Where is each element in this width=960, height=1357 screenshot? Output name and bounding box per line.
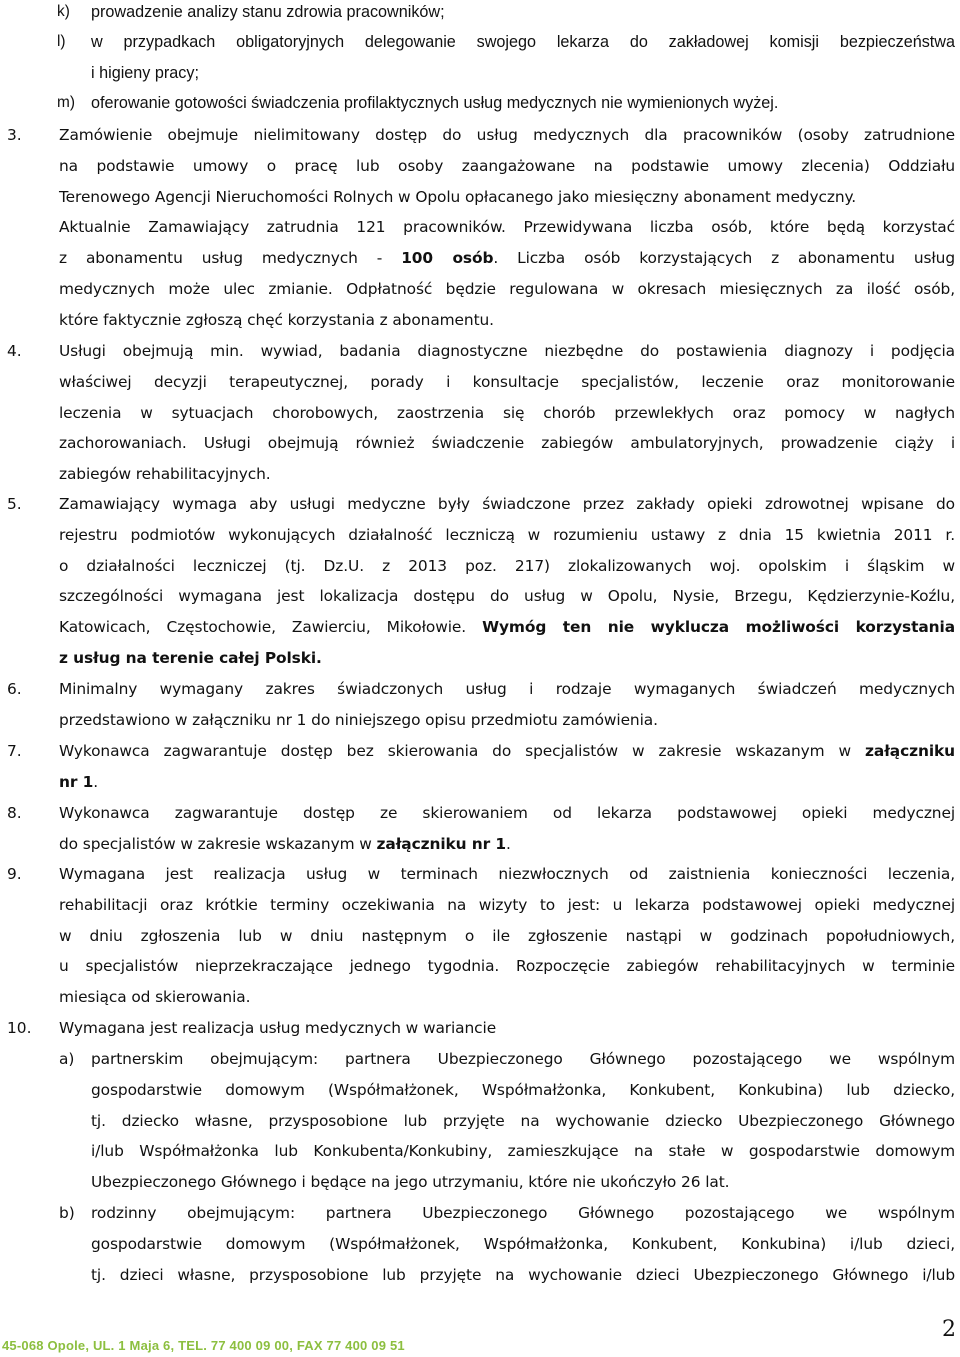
list-marker: 3. <box>7 126 22 144</box>
paragraph-line: medycznych może ulec zmianie. Odpłatność będzie regulowana w okresach miesięcznych za ilość osób, <box>59 280 955 298</box>
paragraph-line: miesiąca od skierowania. <box>59 988 251 1007</box>
list-marker: 8. <box>7 804 22 822</box>
list-marker: 10. <box>7 1019 32 1037</box>
paragraph-line: w dniu zgłoszenia lub w dniu następnym o ile zgłoszenie nastąpi w godzinach popołudniowych, <box>59 926 955 945</box>
list-marker: b) <box>59 1204 75 1222</box>
paragraph-line: przedstawiono w załączniku nr 1 do niniejszego opisu przedmiotu zamówienia. <box>59 710 658 729</box>
footer-address: 45-068 Opole, UL. 1 Maja 6, TEL. 77 400 09 00, FAX 77 400 09 51 <box>2 1338 405 1353</box>
paragraph-line: do specjalistów w zakresie wskazanym w załączniku nr 1. <box>59 834 511 853</box>
paragraph-line: w przypadkach obligatoryjnych delegowanie swojego lekarza do zakładowej komisji bezpieczeństwa <box>91 33 955 51</box>
paragraph-line: Zamówienie obejmuje nielimitowany dostęp do usług medycznych dla pracowników (osoby zatrudnione <box>59 126 955 144</box>
list-marker: 4. <box>7 342 22 360</box>
paragraph-line: Wymagana jest realizacja usług medycznych w wariancie <box>59 1019 497 1037</box>
paragraph-line: leczenia w sytuacjach chorobowych, zaostrzenia się chorób przewlekłych oraz pomocy w nagłych <box>59 403 955 422</box>
paragraph-line: Aktualnie Zamawiający zatrudnia 121 pracowników. Przewidywana liczba osób, które będą korzystać <box>59 218 955 237</box>
paragraph-line: Wykonawca zagwarantuje dostęp ze skierowaniem od lekarza podstawowej opieki medycznej <box>59 804 955 822</box>
list-marker: 7. <box>7 742 22 760</box>
paragraph-line: rejestru podmiotów wykonujących działalność leczniczą w rozumieniu ustawy z dnia 15 kwietnia 2011 r. <box>59 525 955 544</box>
paragraph-line: i higieny pracy; <box>91 63 199 82</box>
page-number: 2 <box>942 1317 956 1342</box>
paragraph-line: Wymagana jest realizacja usług w terminach niezwłocznych od zaistnienia konieczności leczenia, <box>59 865 955 883</box>
list-marker: a) <box>59 1050 75 1068</box>
paragraph-line: tj. dziecko własne, przysposobione lub przyjęte na wychowanie dziecko Ubezpieczonego Głównego <box>91 1111 955 1130</box>
list-marker: k) <box>57 3 70 20</box>
paragraph-line: Usługi obejmują min. wywiad, badania diagnostyczne niezbędne do postawienia diagnozy i podjęcia <box>59 342 955 360</box>
paragraph-line: rehabilitacji oraz krótkie terminy oczekiwania na wizyty to jest: u lekarza podstawowej opieki medycznej <box>59 895 955 914</box>
paragraph-line: z abonamentu usług medycznych - 100 osób. Liczba osób korzystających z abonamentu usług <box>59 249 955 268</box>
paragraph-line: zachorowaniach. Usługi obejmują również świadczenie zabiegów ambulatoryjnych, prowadzenie ciąży i <box>59 434 955 453</box>
paragraph-line: tj. dzieci własne, przysposobione lub przyjęte na wychowanie dzieci Ubezpieczonego Głównego i/lub <box>91 1265 955 1284</box>
paragraph-line: na podstawie umowy o pracę lub osoby zaangażowane na podstawie umowy zlecenia) Oddziału <box>59 156 955 175</box>
paragraph-line: z usług na terenie całej Polski. <box>59 649 322 667</box>
list-marker: 6. <box>7 680 22 698</box>
paragraph-line: u specjalistów nieprzekraczające jednego tygodnia. Rozpoczęcie zabiegów rehabilitacyjnych w terminie <box>59 957 955 976</box>
list-marker: l) <box>57 33 66 50</box>
list-marker: m) <box>57 94 75 111</box>
paragraph-line: gospodarstwie domowym (Współmałżonek, Współmałżonka, Konkubent, Konkubina) i/lub dzieci, <box>91 1234 955 1253</box>
paragraph-line: Zamawiający wymaga aby usługi medyczne były świadczone przez zakłady opieki zdrowotnej wpisane do <box>59 495 955 513</box>
paragraph-line: partnerskim obejmującym: partnera Ubezpieczonego Głównego pozostającego we wspólnym <box>91 1050 955 1068</box>
paragraph-line: Terenowego Agencji Nieruchomości Rolnych w Opolu opłacanego jako miesięczny abonament medyczny. <box>59 187 857 206</box>
list-marker: 9. <box>7 865 22 883</box>
paragraph-line: rodzinny obejmującym: partnera Ubezpieczonego Głównego pozostającego we wspólnym <box>91 1204 955 1222</box>
paragraph-line: prowadzenie analizy stanu zdrowia pracowników; <box>91 3 445 21</box>
paragraph-line: Ubezpieczonego Głównego i będące na jego utrzymaniu, które nie ukończyło 26 lat. <box>91 1173 730 1192</box>
paragraph-line: Katowicach, Częstochowie, Zawierciu, Mikołowie. Wymóg ten nie wyklucza możliwości korzystania <box>59 618 955 637</box>
paragraph-line: Wykonawca zagwarantuje dostęp bez skierowania do specjalistów w zakresie wskazanym w załączniku <box>59 742 955 760</box>
paragraph-line: właściwej decyzji terapeutycznej, porady i konsultacje specjalistów, leczenie oraz monitorowanie <box>59 372 955 391</box>
paragraph-line: o działalności leczniczej (tj. Dz.U. z 2013 poz. 217) zlokalizowanych woj. opolskim i śląskim w <box>59 556 955 575</box>
paragraph-line: szczególności wymagana jest lokalizacja dostępu do usług w Opolu, Nysie, Brzegu, Kędzierzynie-Koźlu, <box>59 587 955 606</box>
list-marker: 5. <box>7 495 22 513</box>
paragraph-line: Minimalny wymagany zakres świadczonych usług i rodzaje wymaganych świadczeń medycznych <box>59 680 955 698</box>
paragraph-line: nr 1. <box>59 772 99 791</box>
paragraph-line: które faktycznie zgłoszą chęć korzystania z abonamentu. <box>59 310 494 329</box>
paragraph-line: zabiegów rehabilitacyjnych. <box>59 465 271 484</box>
paragraph-line: gospodarstwie domowym (Współmałżonek, Współmałżonka, Konkubent, Konkubina) lub dziecko, <box>91 1080 955 1099</box>
paragraph-line: i/lub Współmałżonka lub Konkubenta/Konkubiny, zamieszkujące na stałe w gospodarstwie domowym <box>91 1142 955 1161</box>
paragraph-line: oferowanie gotowości świadczenia profilaktycznych usług medycznych nie wymienionych wyżej. <box>91 94 779 112</box>
